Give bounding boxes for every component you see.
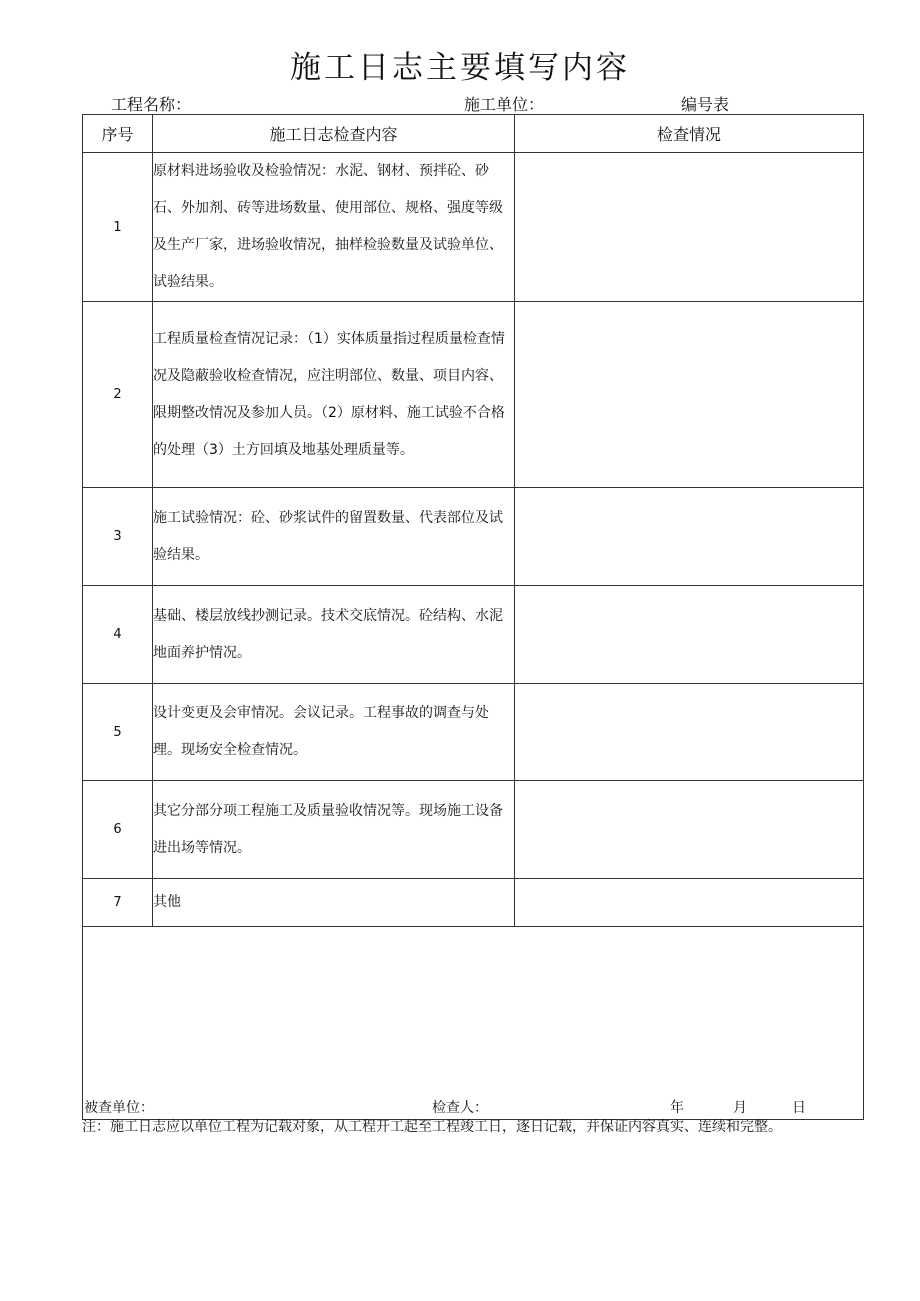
row-result-cell[interactable] <box>515 781 864 879</box>
row-content: 施工试验情况：砼、砂浆试件的留置数量、代表部位及试验结果。 <box>153 488 515 586</box>
row-content: 其他 <box>153 879 515 927</box>
signature-row <box>83 927 864 1120</box>
row-result-cell[interactable] <box>515 302 864 488</box>
row-number: 4 <box>83 586 153 684</box>
row-content: 原材料进场验收及检验情况：水泥、钢材、预拌砼、砂石、外加剂、砖等进场数量、使用部位、规格、强度等级及生产厂家，进场验收情况，抽样检验数量及试验单位、试验结果。 <box>153 153 515 302</box>
remarks-area[interactable] <box>83 927 864 1120</box>
row-content: 设计变更及会审情况。会议记录。工程事故的调查与处理。现场安全检查情况。 <box>153 684 515 781</box>
row-result-cell[interactable] <box>515 153 864 302</box>
header-result: 检查情况 <box>515 115 864 153</box>
table-row <box>83 302 864 488</box>
row-number: 3 <box>83 488 153 586</box>
page-title: 施工日志主要填写内容 <box>290 50 630 86</box>
inspector-label: 检查人： <box>432 1100 488 1116</box>
project-name-label: 工程名称： <box>111 95 192 114</box>
row-result-cell[interactable] <box>515 586 864 684</box>
day-label: 日 <box>792 1100 806 1116</box>
inspection-table <box>82 114 864 1120</box>
header-seq: 序号 <box>83 115 153 153</box>
row-result-cell[interactable] <box>515 488 864 586</box>
table-row <box>83 879 864 927</box>
construction-unit-label: 施工单位： <box>464 95 545 114</box>
row-result-cell[interactable] <box>515 879 864 927</box>
signature-line <box>83 1097 863 1119</box>
table-row <box>83 586 864 684</box>
row-result-cell[interactable] <box>515 684 864 781</box>
row-content: 工程质量检查情况记录：（1）实体质量指过程质量检查情况及隐蔽验收检查情况，应注明部位、数量、项目内容、限期整改情况及参加人员。（2）原材料、施工试验不合格的处理（3）土方回填及地基处理质量等。 <box>153 302 515 488</box>
table-row <box>83 684 864 781</box>
row-number: 2 <box>83 302 153 488</box>
table-header-row <box>83 115 864 153</box>
row-content: 其它分部分项工程施工及质量验收情况等。现场施工设备进出场等情况。 <box>153 781 515 879</box>
footnote: 注：施工日志应以单位工程为记载对象，从工程开工起至工程竣工日，逐日记载，并保证内容真实、连续和完整。 <box>82 1119 782 1135</box>
header-content: 施工日志检查内容 <box>153 115 515 153</box>
year-label: 年 <box>670 1100 684 1116</box>
row-number: 6 <box>83 781 153 879</box>
row-content: 基础、楼层放线抄测记录。技术交底情况。砼结构、水泥地面养护情况。 <box>153 586 515 684</box>
table-row <box>83 153 864 302</box>
table-row <box>83 781 864 879</box>
table-row <box>83 488 864 586</box>
month-label: 月 <box>733 1100 747 1116</box>
row-number: 1 <box>83 153 153 302</box>
row-number: 7 <box>83 879 153 927</box>
inspected-unit-label: 被查单位： <box>84 1100 154 1116</box>
row-number: 5 <box>83 684 153 781</box>
serial-number-label: 编号表 <box>681 95 730 114</box>
